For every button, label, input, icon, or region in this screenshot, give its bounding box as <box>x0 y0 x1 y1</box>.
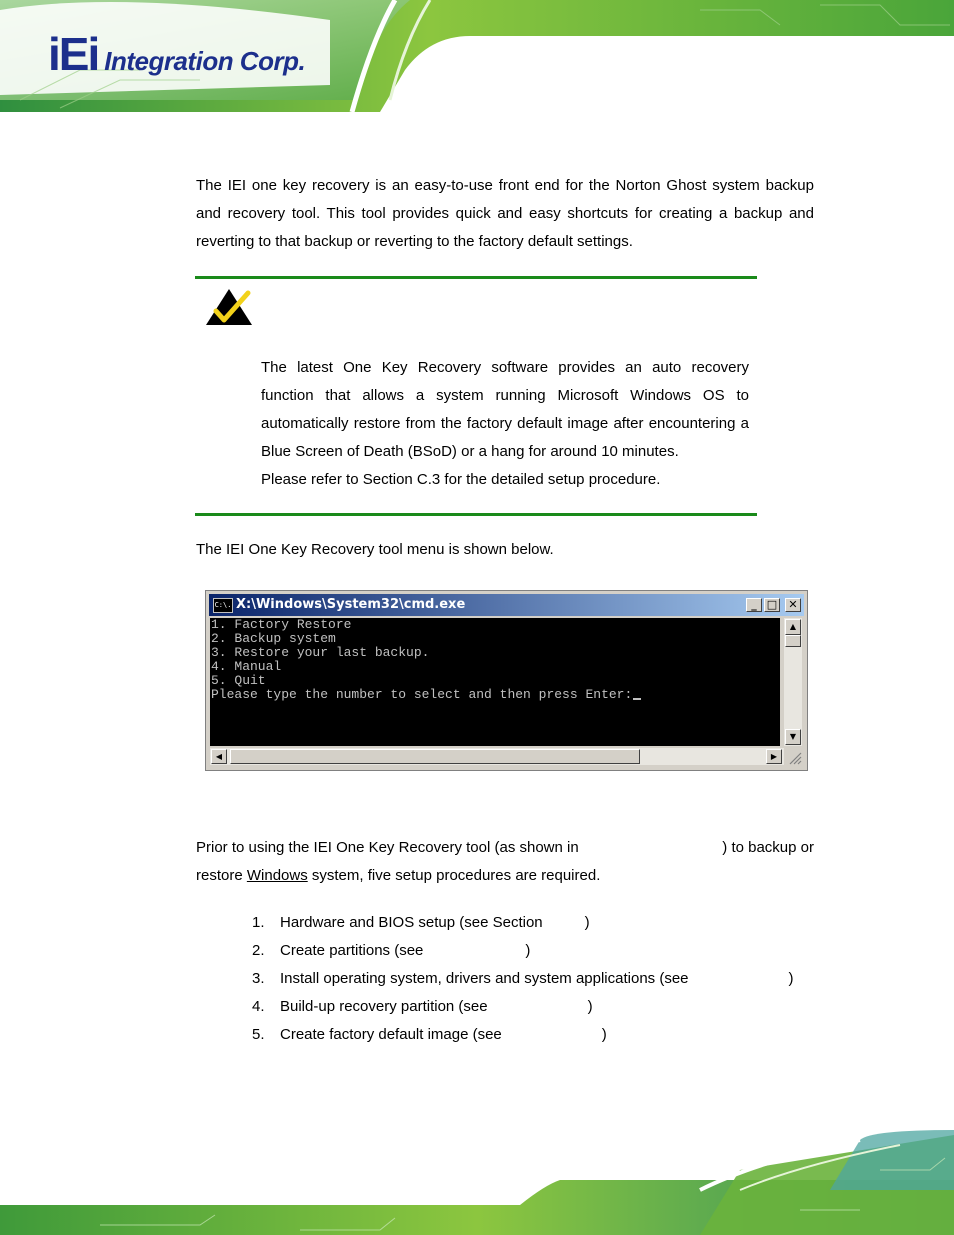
prior-part-2: ) to backup or <box>722 839 814 856</box>
note-bottom-rule <box>195 513 757 516</box>
prompt-text: Please type the number to select and then press Enter: <box>211 687 633 702</box>
note-check-icon <box>204 287 254 327</box>
menu-intro: The IEI One Key Recovery tool menu is shown below. <box>196 541 554 558</box>
scroll-down-icon[interactable]: ▼ <box>785 729 801 745</box>
step-text <box>280 965 814 993</box>
resize-grip-icon[interactable] <box>786 749 802 765</box>
cmd-title-bar <box>209 594 804 616</box>
footer-banner <box>0 1130 954 1235</box>
prior-part-4: system, five setup procedures are required. <box>311 867 601 884</box>
prior-part-3: restore <box>196 867 243 884</box>
intro-paragraph: The IEI one key recovery is an easy-to-use front end for the Norton Ghost system backup and recovery tool. This tool provides quick and easy shortcuts for creating a backup and reverting to that backup or reverting to the factory default settings. <box>196 177 814 250</box>
prior-line-2 <box>196 862 814 890</box>
prior-part-1: Prior to using the IEI One Key Recovery tool (as shown in <box>196 839 579 856</box>
scroll-right-icon[interactable]: ▶ <box>766 749 782 764</box>
step-close: ) <box>525 942 531 959</box>
cmd-app-icon: C:\. <box>213 598 233 613</box>
step-text <box>280 937 814 965</box>
cmd-console[interactable] <box>210 618 780 746</box>
list-item <box>252 993 814 1021</box>
prior-line-1 <box>196 834 814 862</box>
note-last-line: Please refer to Section C.3 for the detailed setup procedure. <box>261 471 661 488</box>
step-label: Install operating system, drivers and system applications (see <box>280 970 689 987</box>
list-item <box>252 909 814 937</box>
step-text <box>280 993 814 1021</box>
step-number: 4. <box>252 998 265 1015</box>
menu-line-2: 2. Backup system <box>211 631 336 646</box>
step-close: ) <box>788 970 794 987</box>
note-body: The latest One Key Recovery software provides an auto recovery function that allows a system running Microsoft Windows OS to automatically restore from the factory default image after encountering a Blue Screen of Death (BSoD) or a hang for around 10 minutes. <box>261 359 749 460</box>
cmd-window <box>205 590 808 771</box>
windows-link[interactable]: Windows <box>246 867 308 884</box>
prior-paragraph <box>196 834 814 890</box>
list-item <box>252 965 814 993</box>
maximize-icon[interactable]: □ <box>764 598 780 612</box>
menu-line-3: 3. Restore your last backup. <box>211 645 430 660</box>
step-number: 3. <box>252 970 265 987</box>
logo-mark: iEi <box>48 28 99 80</box>
horizontal-scrollbar[interactable] <box>210 748 784 765</box>
note-top-rule <box>195 276 757 279</box>
list-item <box>252 937 814 965</box>
cmd-title-text: X:\Windows\System32\cmd.exe <box>236 597 466 612</box>
setup-steps-list <box>252 909 814 1049</box>
close-icon[interactable]: ✕ <box>785 598 801 612</box>
menu-line-1: 1. Factory Restore <box>211 618 352 632</box>
note-text <box>261 354 749 494</box>
vertical-scroll-thumb[interactable] <box>785 635 801 647</box>
horizontal-scroll-thumb[interactable] <box>230 749 640 764</box>
minimize-icon[interactable]: _ <box>746 598 762 612</box>
list-item <box>252 1021 814 1049</box>
step-label: Create factory default image (see <box>280 1026 502 1043</box>
step-close: ) <box>584 914 590 931</box>
step-number: 5. <box>252 1026 265 1043</box>
menu-line-5: 5. Quit <box>211 673 266 688</box>
step-close: ) <box>587 998 593 1015</box>
step-number: 2. <box>252 942 265 959</box>
step-label: Hardware and BIOS setup (see Section <box>280 914 543 931</box>
cursor-icon <box>633 698 641 700</box>
step-number: 1. <box>252 914 265 931</box>
step-text <box>280 1021 814 1049</box>
scroll-up-icon[interactable]: ▲ <box>785 619 801 635</box>
logo-text: Integration Corp. <box>104 46 306 76</box>
scroll-left-icon[interactable]: ◀ <box>211 749 227 764</box>
menu-line-4: 4. Manual <box>211 659 282 674</box>
step-label: Build-up recovery partition (see <box>280 998 488 1015</box>
prompt-line <box>210 688 780 702</box>
step-text <box>280 909 814 937</box>
step-close: ) <box>601 1026 607 1043</box>
step-label: Create partitions (see <box>280 942 424 959</box>
company-logo <box>48 26 306 80</box>
vertical-scrollbar[interactable] <box>784 618 802 746</box>
